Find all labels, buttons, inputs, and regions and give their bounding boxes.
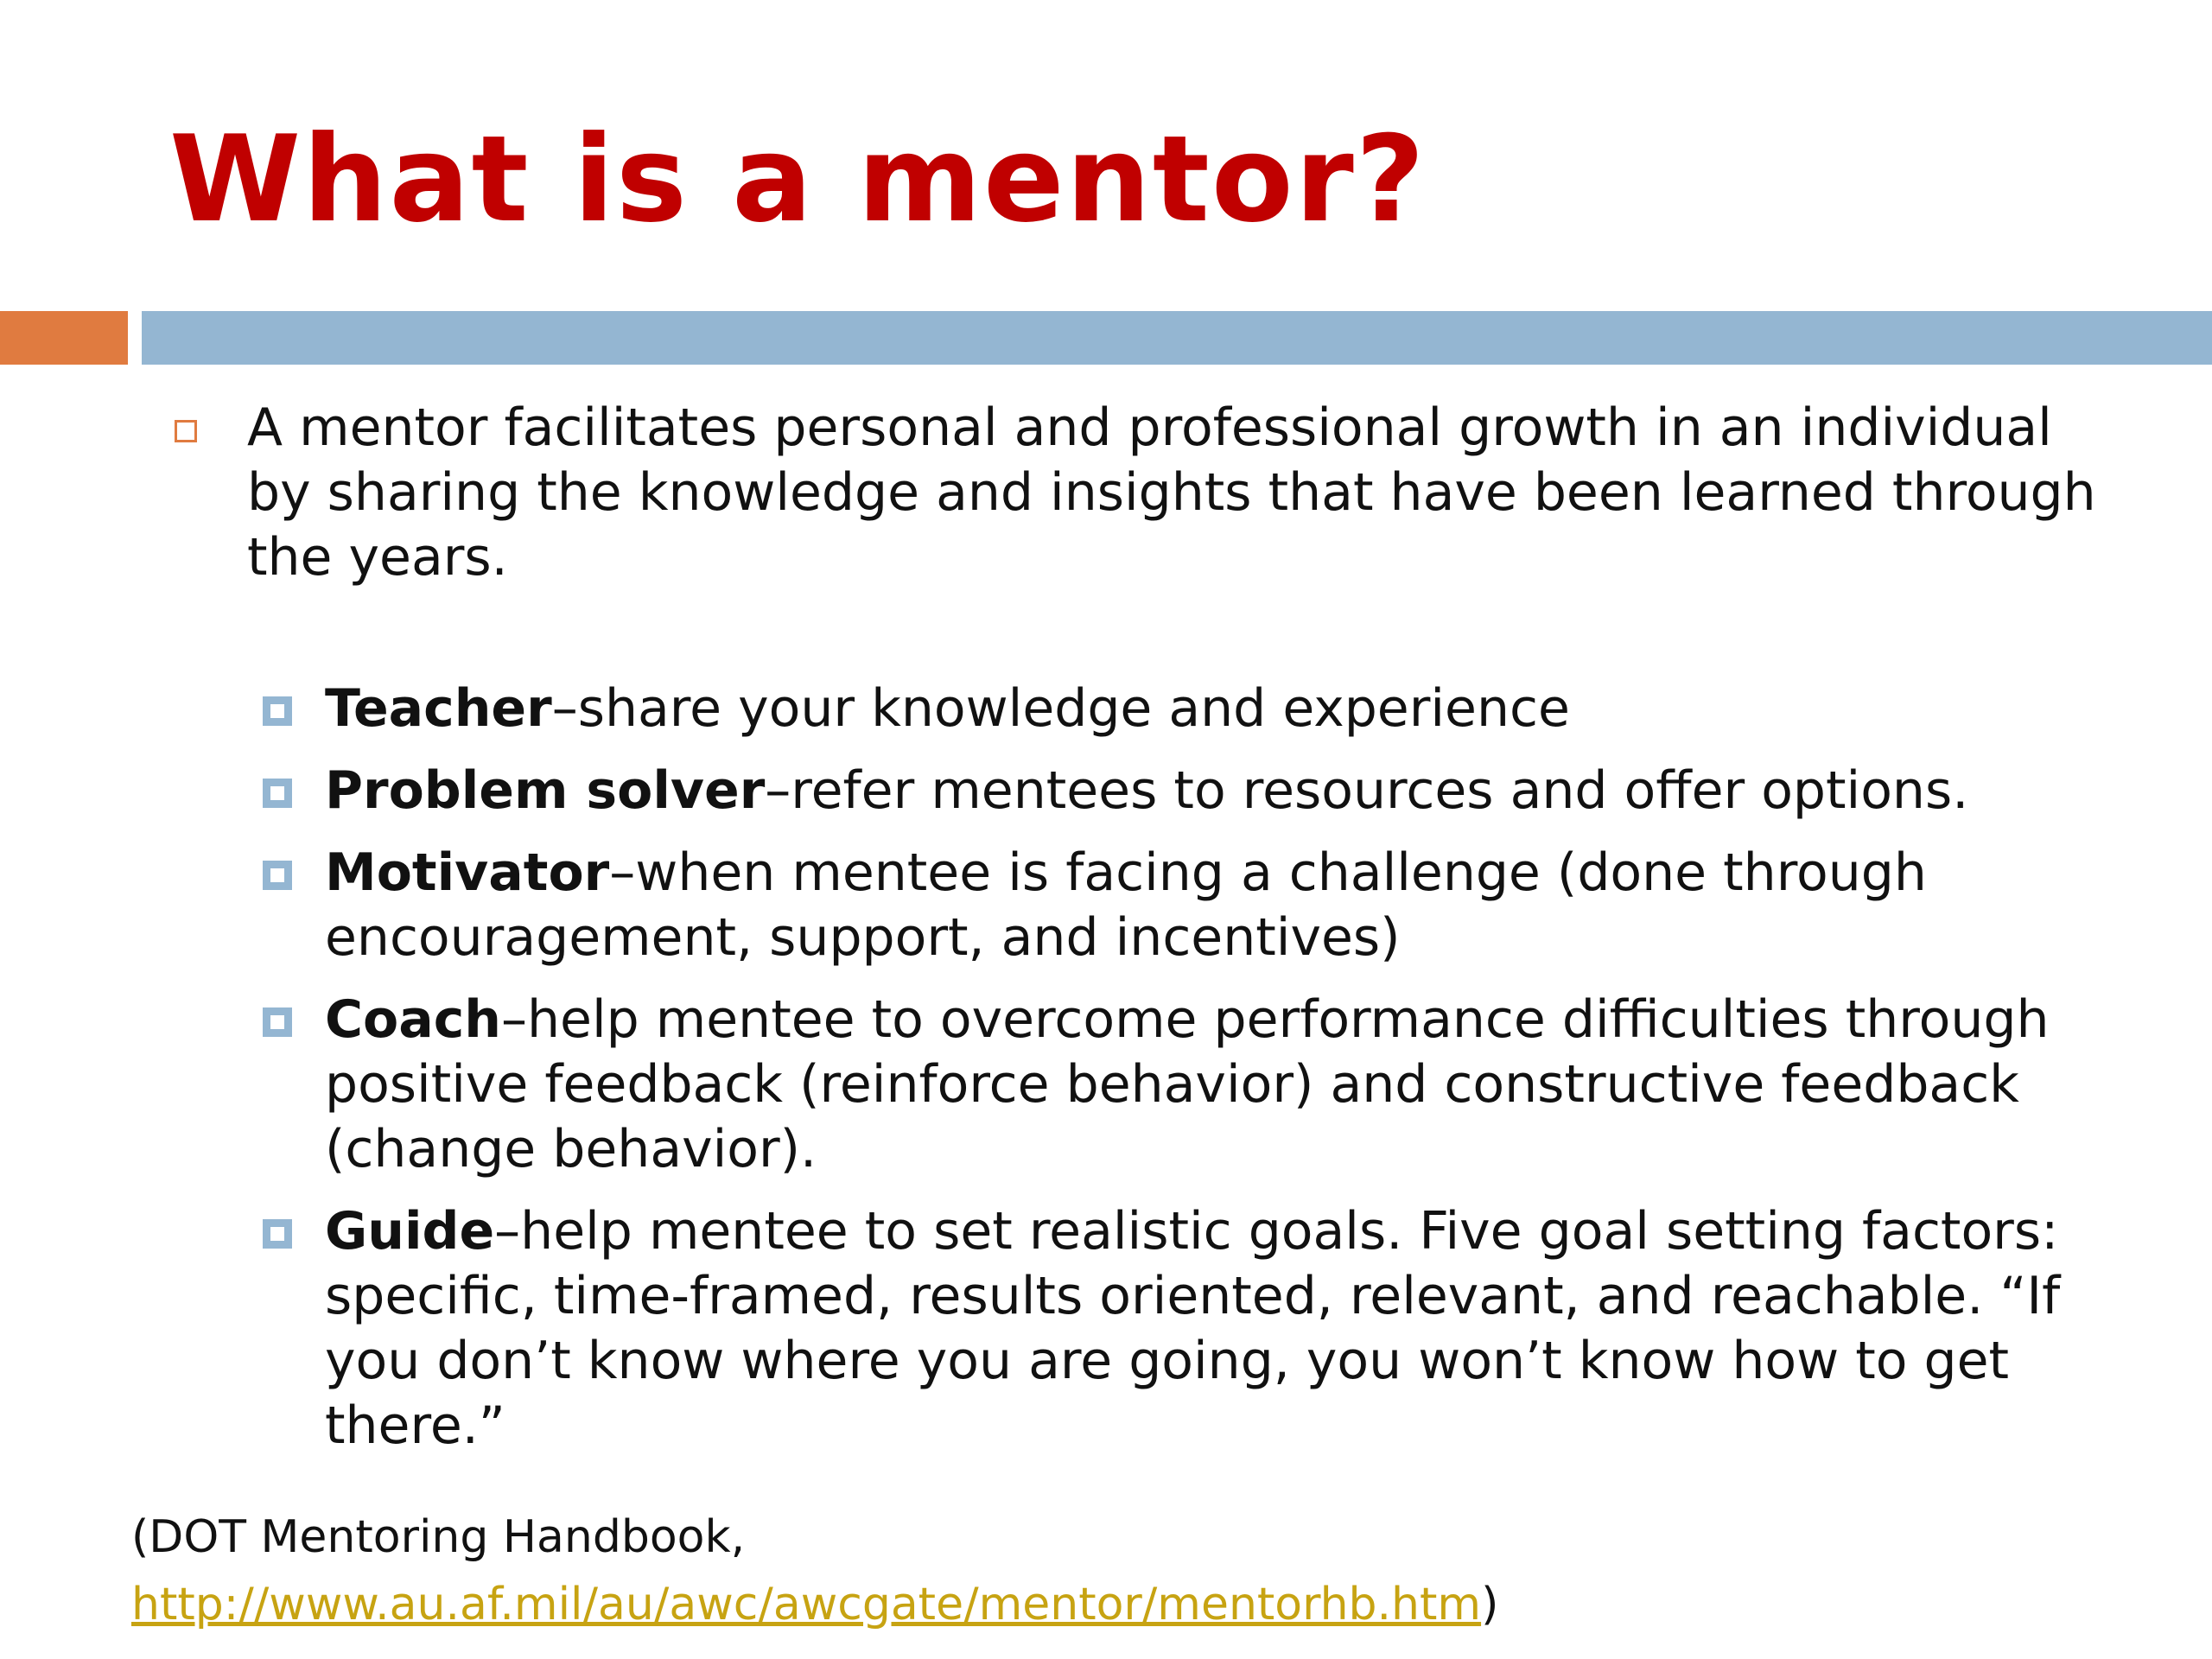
role-item-motivator — [169, 841, 2122, 970]
role-description: help mentee to set realistic goals. Five goal setting factors: specific, time-framed, results oriented, relevant, and reachable. “If you don’t know where you are going, you won’t know how to get there.” — [325, 1201, 2061, 1456]
square-bullet-icon — [263, 1007, 292, 1037]
role-dash: – — [501, 989, 528, 1050]
role-description: when mentee is facing a challenge (done through encouragement, support, and incentives) — [325, 842, 1927, 968]
role-dash: – — [609, 842, 636, 903]
main-bullet — [169, 396, 2122, 590]
square-bullet-icon — [263, 861, 292, 890]
role-term: Teacher — [325, 678, 552, 739]
title-divider-bar — [142, 311, 2212, 365]
role-dash: – — [551, 678, 578, 739]
role-description: share your knowledge and experience — [577, 678, 1570, 739]
main-bullet-text: A mentor facilitates personal and professional growth in an individual by sharing the knowledge and insights that have been learned through the years. — [247, 397, 2096, 588]
square-bullet-icon — [263, 696, 292, 726]
citation-source: (DOT Mentoring Handbook, — [131, 1511, 746, 1563]
citation-closing-paren: ) — [1481, 1579, 1499, 1630]
citation — [131, 1503, 1498, 1638]
square-bullet-icon — [263, 779, 292, 808]
role-term: Problem solver — [325, 760, 766, 821]
role-dash: – — [765, 760, 791, 821]
role-item-coach — [169, 988, 2122, 1182]
title-accent-bar — [0, 311, 128, 365]
role-item-teacher — [169, 677, 2122, 741]
role-term: Coach — [325, 989, 502, 1050]
role-item-problem-solver — [169, 759, 2122, 823]
slide-title: What is a mentor? — [169, 110, 1427, 249]
square-bullet-icon — [263, 1219, 292, 1249]
slide-content — [169, 396, 2122, 1476]
hollow-square-bullet-icon — [175, 420, 197, 442]
role-description: help mentee to overcome performance difficulties through positive feedback (reinforce behavior) and constructive feedback (change behavior). — [325, 989, 2050, 1179]
role-list — [169, 677, 2122, 1459]
citation-link-line — [131, 1571, 1498, 1638]
role-description: refer mentees to resources and offer options. — [791, 760, 1969, 821]
role-term: Guide — [325, 1201, 495, 1262]
role-item-guide — [169, 1199, 2122, 1459]
role-dash: – — [494, 1201, 521, 1262]
role-term: Motivator — [325, 842, 610, 903]
citation-link[interactable]: http://www.au.af.mil/au/awc/awcgate/mentor/mentorhb.htm — [131, 1579, 1482, 1630]
